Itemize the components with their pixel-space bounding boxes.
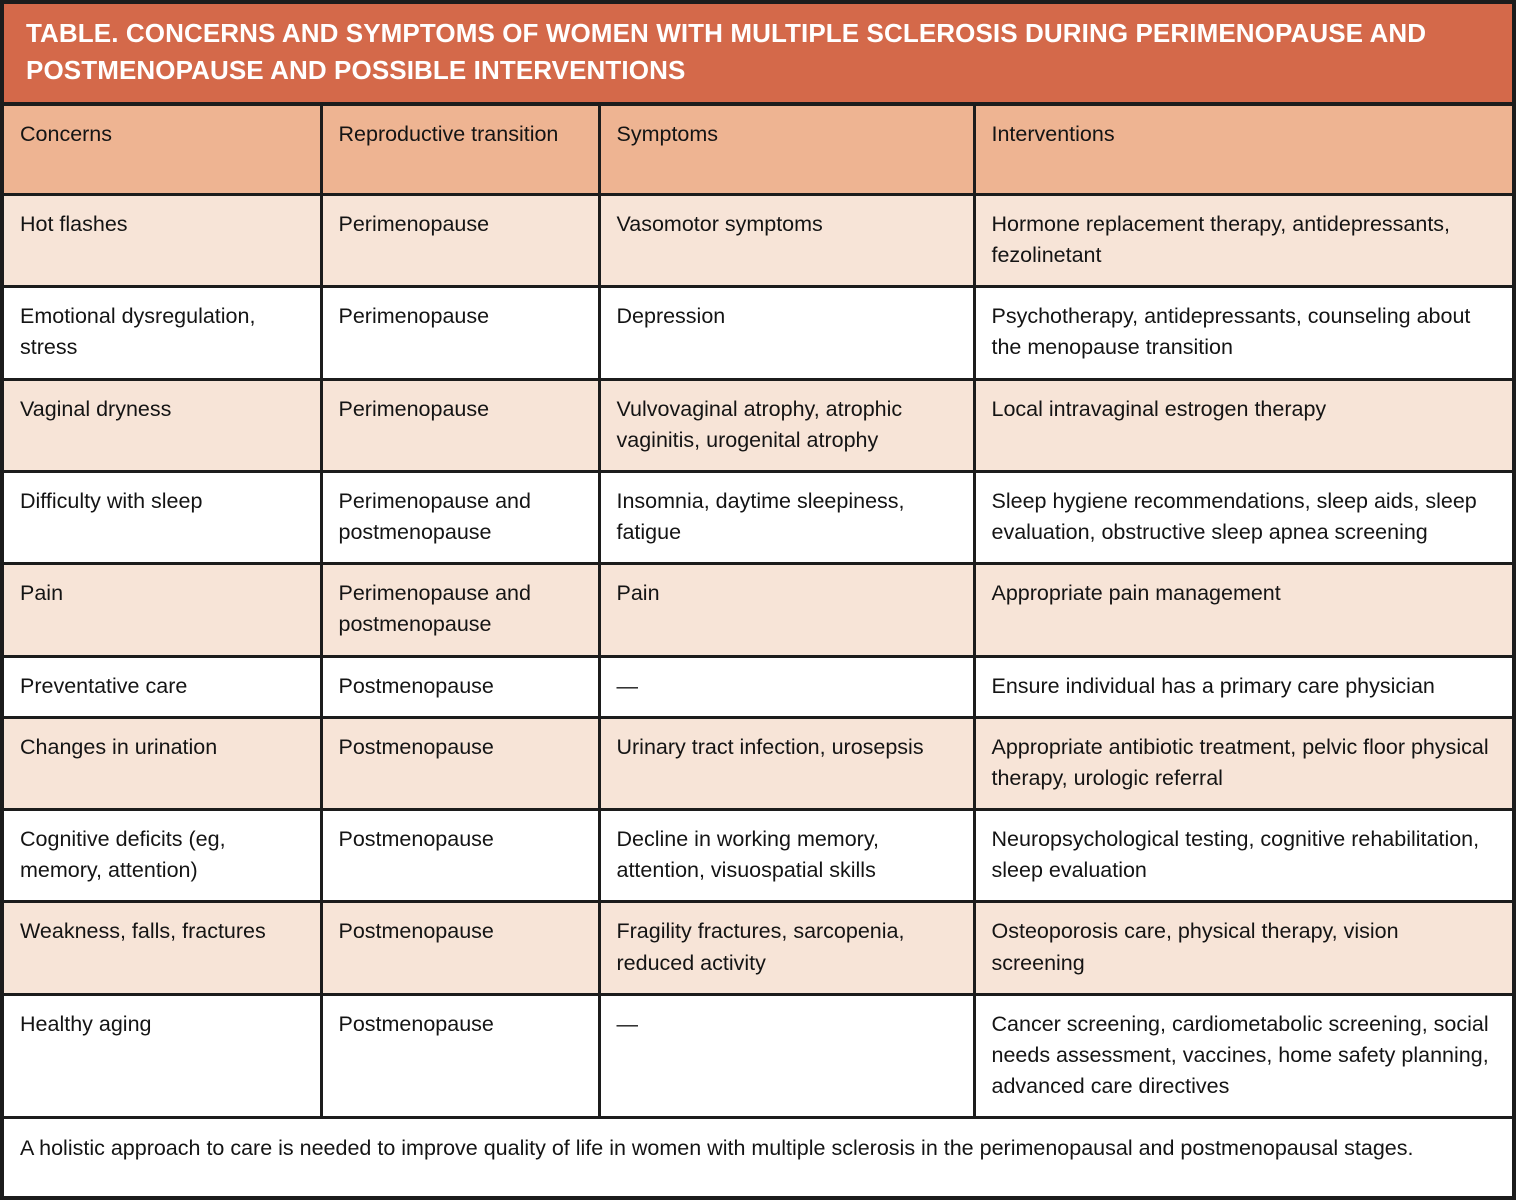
table-footnote-text: A holistic approach to care is needed to improve quality of life in women with multiple sclerosis in the perimenopausal and postmenopausal stages. xyxy=(20,1136,1414,1161)
table-row xyxy=(4,287,1512,379)
cell-interventions: Hormone replacement therapy, antidepressants, fezolinetant xyxy=(974,194,1512,286)
cell-concern: Healthy aging xyxy=(4,994,321,1118)
cell-symptoms: Pain xyxy=(599,564,974,656)
cell-symptoms: — xyxy=(599,656,974,717)
cell-transition: Postmenopause xyxy=(321,717,599,809)
cell-concern: Preventative care xyxy=(4,656,321,717)
table-row xyxy=(4,656,1512,717)
cell-transition: Postmenopause xyxy=(321,656,599,717)
table-body xyxy=(4,194,1512,1117)
header-row xyxy=(4,106,1512,195)
cell-transition: Postmenopause xyxy=(321,902,599,994)
table-row xyxy=(4,902,1512,994)
cell-symptoms: Fragility fractures, sarcopenia, reduced activity xyxy=(599,902,974,994)
table-header xyxy=(4,106,1512,195)
cell-symptoms: Depression xyxy=(599,287,974,379)
cell-interventions: Cancer screening, cardiometabolic screening, social needs assessment, vaccines, home safety planning, advanced care directives xyxy=(974,994,1512,1118)
column-header-symptoms: Symptoms xyxy=(599,106,974,195)
cell-symptoms: Vasomotor symptoms xyxy=(599,194,974,286)
cell-symptoms: — xyxy=(599,994,974,1118)
table-footnote xyxy=(4,1119,1512,1180)
table-row xyxy=(4,564,1512,656)
cell-symptoms: Vulvovaginal atrophy, atrophic vaginitis, urogenital atrophy xyxy=(599,379,974,471)
cell-interventions: Appropriate pain management xyxy=(974,564,1512,656)
cell-transition: Perimenopause and postmenopause xyxy=(321,564,599,656)
table-row xyxy=(4,379,1512,471)
cell-interventions: Local intravaginal estrogen therapy xyxy=(974,379,1512,471)
table-row xyxy=(4,471,1512,563)
cell-concern: Hot flashes xyxy=(4,194,321,286)
table-row xyxy=(4,194,1512,286)
cell-transition: Perimenopause xyxy=(321,379,599,471)
cell-concern: Changes in urination xyxy=(4,717,321,809)
cell-symptoms: Urinary tract infection, urosepsis xyxy=(599,717,974,809)
cell-concern: Weakness, falls, fractures xyxy=(4,902,321,994)
cell-transition: Perimenopause and postmenopause xyxy=(321,471,599,563)
cell-symptoms: Decline in working memory, attention, visuospatial skills xyxy=(599,810,974,902)
cell-transition: Postmenopause xyxy=(321,810,599,902)
table-row xyxy=(4,994,1512,1118)
table-row xyxy=(4,810,1512,902)
column-header-interventions: Interventions xyxy=(974,106,1512,195)
table-title-banner xyxy=(4,4,1512,106)
cell-concern: Cognitive deficits (eg, memory, attention) xyxy=(4,810,321,902)
cell-interventions: Psychotherapy, antidepressants, counseling about the menopause transition xyxy=(974,287,1512,379)
cell-transition: Perimenopause xyxy=(321,287,599,379)
cell-concern: Emotional dysregulation, stress xyxy=(4,287,321,379)
table-row xyxy=(4,717,1512,809)
cell-transition: Perimenopause xyxy=(321,194,599,286)
cell-symptoms: Insomnia, daytime sleepiness, fatigue xyxy=(599,471,974,563)
cell-interventions: Ensure individual has a primary care physician xyxy=(974,656,1512,717)
cell-transition: Postmenopause xyxy=(321,994,599,1118)
column-header-reproductive-transition: Reproductive transition xyxy=(321,106,599,195)
cell-interventions: Osteoporosis care, physical therapy, vision screening xyxy=(974,902,1512,994)
cell-interventions: Neuropsychological testing, cognitive rehabilitation, sleep evaluation xyxy=(974,810,1512,902)
cell-interventions: Sleep hygiene recommendations, sleep aids, sleep evaluation, obstructive sleep apnea screening xyxy=(974,471,1512,563)
table-title: TABLE. CONCERNS AND SYMPTOMS OF WOMEN WITH MULTIPLE SCLEROSIS DURING PERIMENOPAUSE AND POSTMENOPAUSE AND POSSIBLE INTERVENTIONS xyxy=(26,18,1427,85)
cell-concern: Difficulty with sleep xyxy=(4,471,321,563)
cell-concern: Vaginal dryness xyxy=(4,379,321,471)
concerns-symptoms-table xyxy=(4,106,1512,1119)
cell-interventions: Appropriate antibiotic treatment, pelvic floor physical therapy, urologic referral xyxy=(974,717,1512,809)
cell-concern: Pain xyxy=(4,564,321,656)
column-header-concerns: Concerns xyxy=(4,106,321,195)
